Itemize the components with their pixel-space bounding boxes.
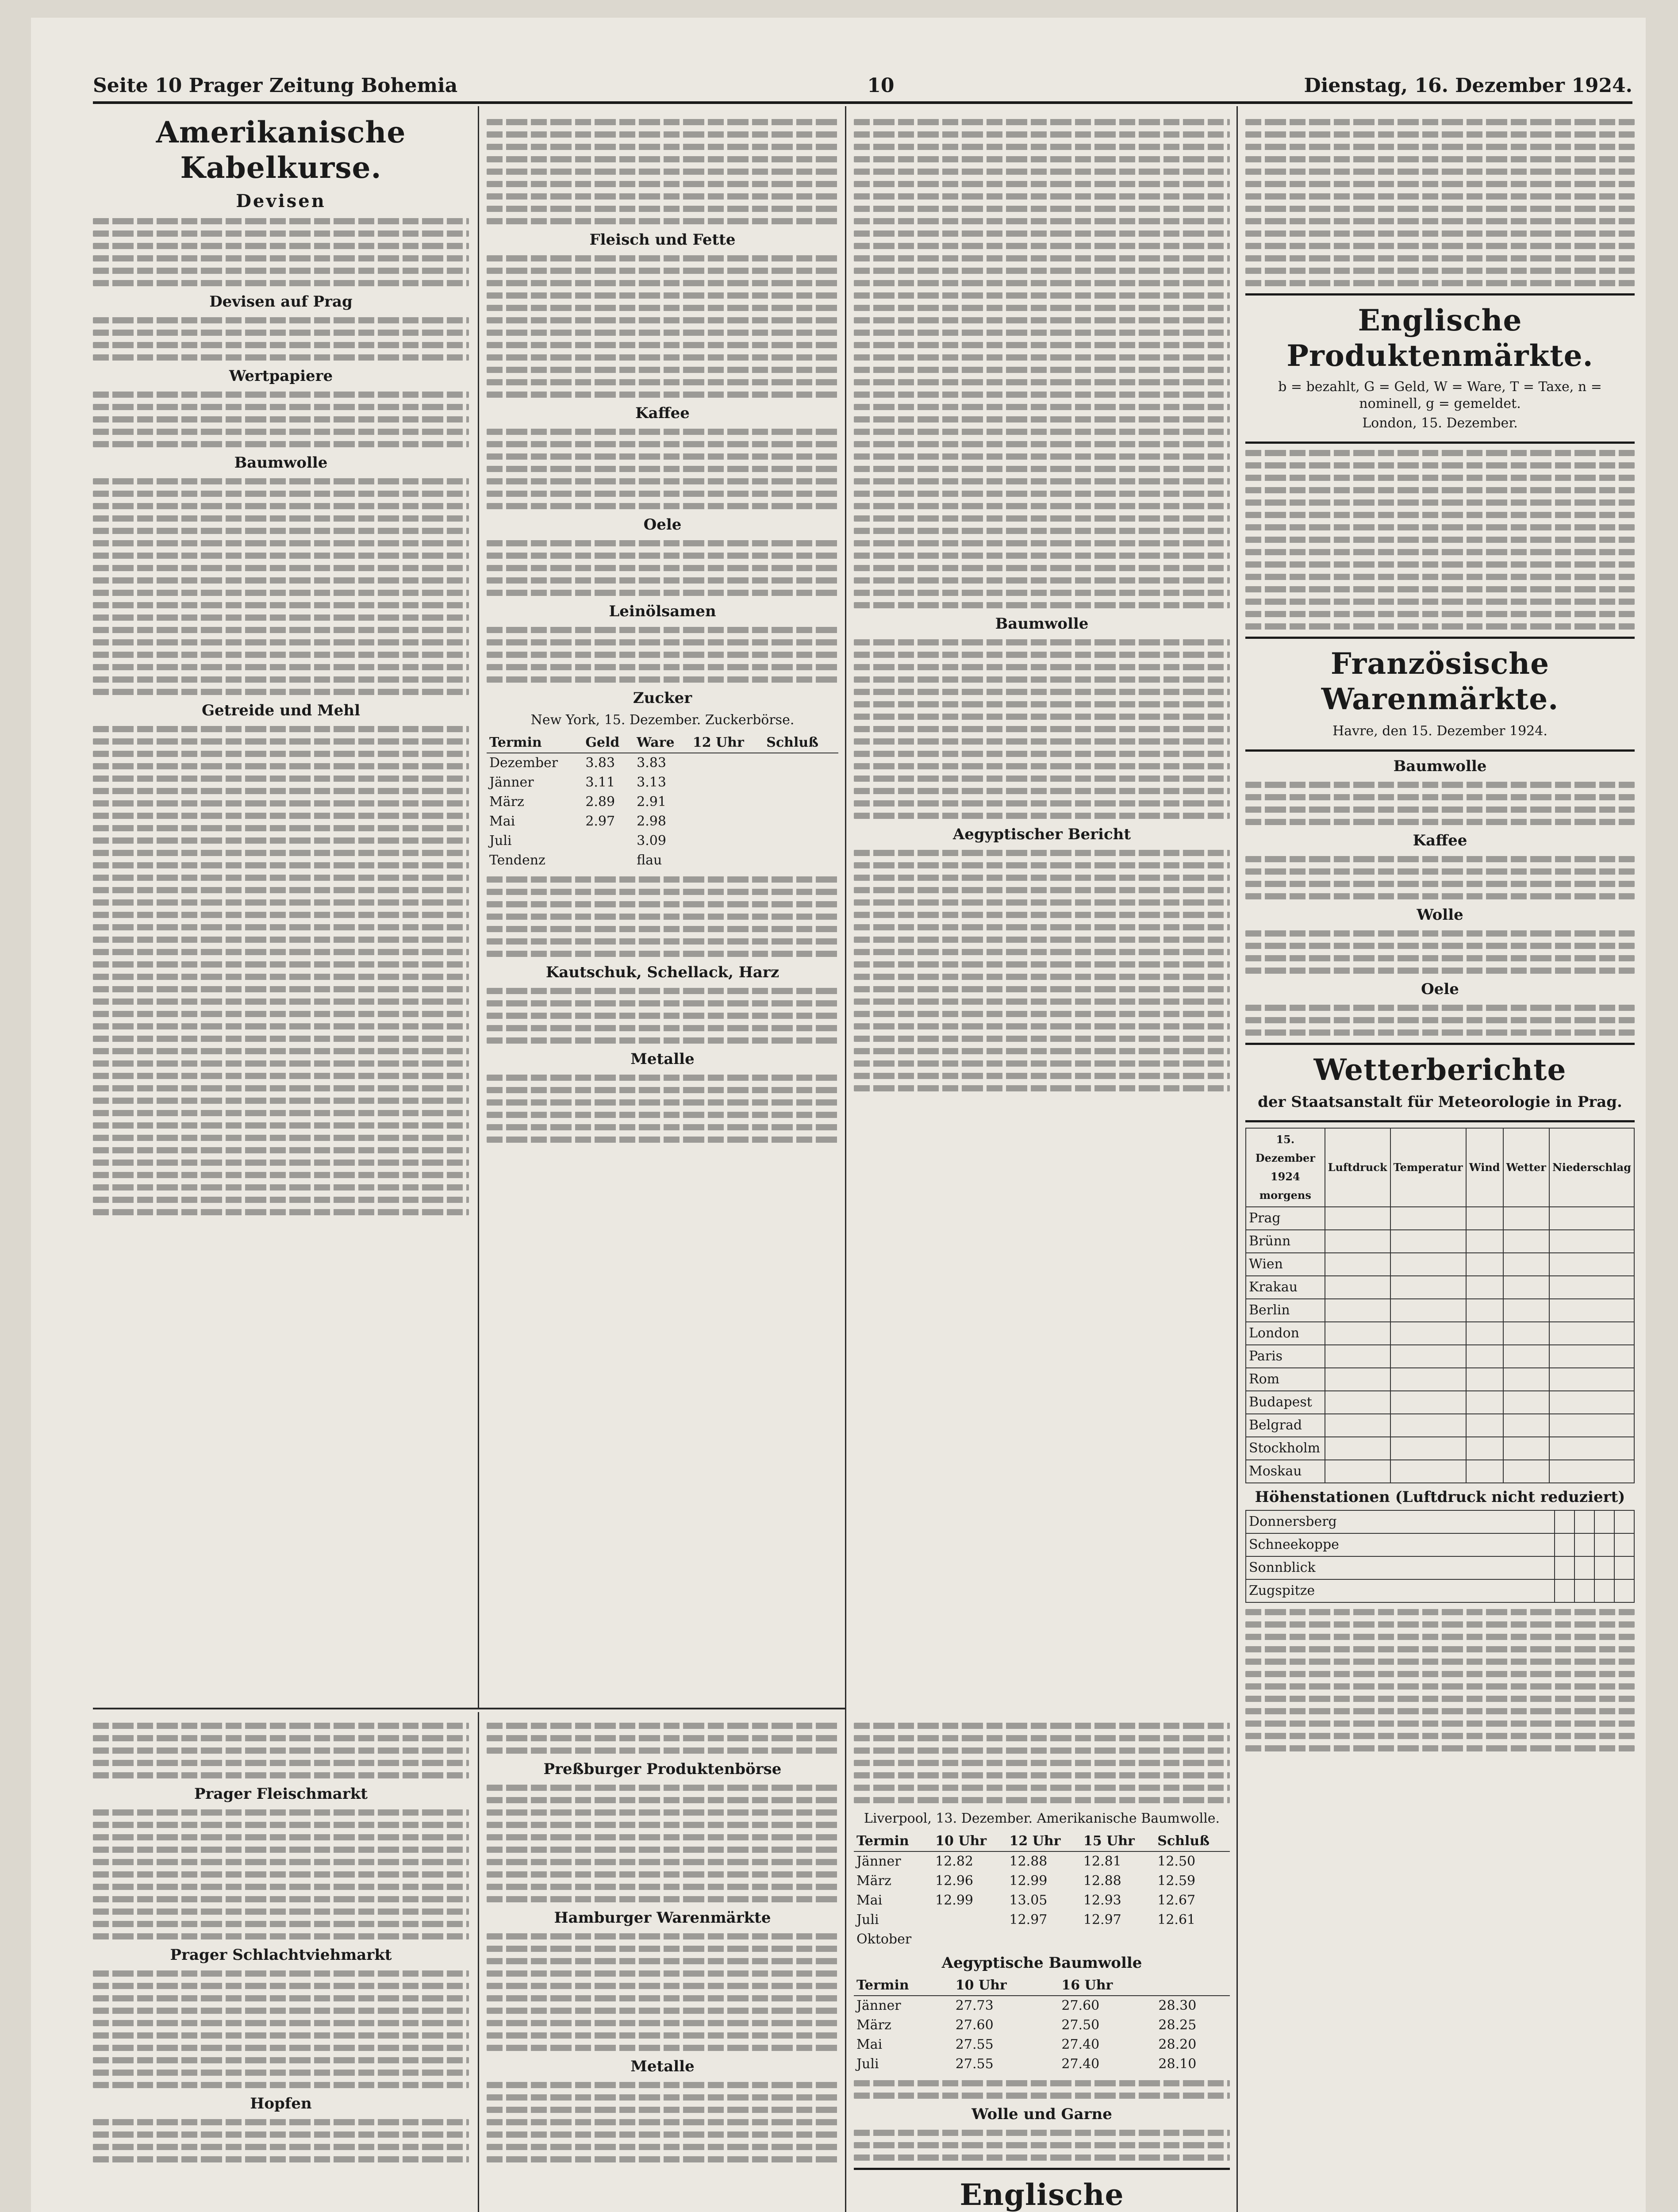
weather-cell [1325, 1345, 1390, 1368]
column-rule [845, 106, 846, 2212]
elevation-station: Zugspitze [1246, 1579, 1555, 1602]
weather-cell [1390, 1276, 1466, 1299]
section-title: Fleisch und Fette [589, 231, 736, 249]
table-row [854, 1871, 1230, 1891]
weather-cell [1549, 1414, 1634, 1437]
weather-cell [1325, 1276, 1390, 1299]
elevation-row [1246, 1556, 1634, 1579]
section-title: Leinölsamen [609, 603, 716, 620]
headline-english-goods: Englische [960, 2177, 1124, 2212]
table-row [487, 851, 838, 870]
elevation-cell [1555, 1556, 1574, 1579]
table-cell [764, 831, 838, 851]
weather-cell [1549, 1230, 1634, 1253]
weather-row [1246, 1391, 1634, 1414]
section-title: Devisen auf Prag [209, 293, 353, 311]
elevation-cell [1614, 1533, 1634, 1556]
table-cell: Juli [489, 833, 512, 849]
table-cell [1050, 1996, 1059, 2016]
weather-cell [1390, 1322, 1466, 1345]
table-cell: Mai [856, 1893, 883, 1908]
table-cell: 27.73 [955, 1998, 994, 2013]
weather-cell [1503, 1322, 1549, 1345]
weather-cell [1503, 1253, 1549, 1276]
table-row [854, 1930, 1230, 1949]
weather-cell [1325, 1207, 1390, 1230]
weather-subtitle: der Staatsanstalt für Meteorologie in Prag. [1258, 1093, 1622, 1111]
weather-cell [1466, 1437, 1503, 1460]
liverpool-table-header: Liverpool, 13. Dezember. Amerikanische Baumwolle. [864, 1811, 1220, 1826]
section-title: Baumwolle [1393, 757, 1487, 775]
weather-cell [1466, 1230, 1503, 1253]
weather-station: Prag [1246, 1207, 1325, 1230]
weather-station: London [1246, 1322, 1325, 1345]
table-row [487, 831, 838, 851]
table-cell: 28.20 [1158, 2037, 1197, 2052]
table-header-cell: Schluß [764, 733, 838, 753]
weather-cell [1503, 1368, 1549, 1391]
table-header-cell: Geld [583, 733, 634, 753]
weather-cell [1549, 1391, 1634, 1414]
weather-station: Rom [1246, 1368, 1325, 1391]
table-cell [764, 773, 838, 792]
weather-cell [1325, 1299, 1390, 1322]
table-cell [1050, 2035, 1059, 2055]
weather-cell [1466, 1322, 1503, 1345]
weather-cell [1325, 1391, 1390, 1414]
elevation-row [1246, 1510, 1634, 1533]
table-cell: Juli [856, 1912, 879, 1928]
weather-station: Brünn [1246, 1230, 1325, 1253]
table-cell: 13.05 [1009, 1893, 1048, 1908]
page-number: 10 [867, 74, 895, 97]
weather-row [1246, 1299, 1634, 1322]
section-title: Baumwolle [234, 454, 328, 472]
weather-row [1246, 1368, 1634, 1391]
column-bratislava-hamburg [487, 1717, 838, 2212]
running-head [93, 64, 1632, 104]
table-cell: 28.10 [1158, 2056, 1197, 2072]
column-cotton [854, 113, 1230, 1701]
table-row [854, 2016, 1230, 2035]
headline-weather: Wetterberichte [1313, 1052, 1567, 1087]
headline-french-markets: Französische Warenmärkte. [1321, 646, 1559, 716]
table-cell [764, 753, 838, 773]
weather-cell [1390, 1207, 1466, 1230]
weather-cell [1466, 1276, 1503, 1299]
running-head-left: Seite 10 Prager Zeitung Bohemia [93, 74, 458, 97]
table-cell: 3.83 [585, 755, 615, 771]
weather-date-header: 15. Dezember 1924 morgens [1246, 1128, 1325, 1207]
weather-cell [1390, 1460, 1466, 1483]
elevation-row [1246, 1533, 1634, 1556]
table-cell: 12.59 [1157, 1873, 1196, 1889]
elevation-cell [1614, 1579, 1634, 1602]
elevation-cell [1574, 1510, 1594, 1533]
table-cell: 12.81 [1083, 1854, 1121, 1869]
elevation-cell [1594, 1510, 1614, 1533]
column-prague-markets [93, 1717, 469, 2212]
section-title: Hopfen [250, 2095, 312, 2112]
elevation-cell [1594, 1556, 1614, 1579]
liverpool-table [854, 1832, 1230, 1949]
weather-row [1246, 1414, 1634, 1437]
weather-cell [1503, 1391, 1549, 1414]
table-cell: März [489, 794, 524, 810]
table-row [487, 753, 838, 773]
weather-cell [1503, 1276, 1549, 1299]
table-cell: 12.61 [1157, 1912, 1196, 1928]
table-header-cell: 16 Uhr [1059, 1976, 1156, 1996]
table-row [854, 1891, 1230, 1910]
table-header-cell: Schluß [1155, 1832, 1230, 1851]
weather-cell [1549, 1345, 1634, 1368]
elevation-title: Höhenstationen (Luftdruck nicht reduziert) [1255, 1488, 1625, 1506]
table-header-cell: Termin [854, 1832, 933, 1851]
table-cell: Mai [489, 814, 515, 829]
table-cell: 12.97 [1009, 1912, 1048, 1928]
weather-cell [1466, 1207, 1503, 1230]
weather-cell [1549, 1276, 1634, 1299]
section-title: Devisen [236, 191, 326, 211]
table-cell: 12.67 [1157, 1893, 1196, 1908]
headline-english-produce: Englische Produktenmärkte. [1286, 303, 1594, 373]
table-cell [764, 851, 838, 870]
sugar-table [487, 733, 838, 870]
weather-cell [1503, 1345, 1549, 1368]
section-title: Aegyptischer Bericht [952, 826, 1131, 843]
section-title: Metalle [630, 2058, 695, 2075]
table-row [487, 792, 838, 812]
table-cell: 2.91 [637, 794, 666, 810]
table-cell: 12.88 [1009, 1854, 1048, 1869]
table-header-cell [1050, 1976, 1059, 1996]
table-header-cell: 12 Uhr [690, 733, 764, 753]
section-title: Aegyptische Baumwolle [941, 1954, 1142, 1972]
running-head-date: Dienstag, 16. Dezember 1924. [1304, 74, 1632, 97]
elevation-cell [1614, 1556, 1634, 1579]
table-cell: 12.82 [935, 1854, 974, 1869]
weather-cell [1390, 1345, 1466, 1368]
weather-cell [1325, 1230, 1390, 1253]
weather-row [1246, 1460, 1634, 1483]
weather-row [1246, 1230, 1634, 1253]
table-cell: 27.55 [955, 2056, 994, 2072]
table-header-cell: 12 Uhr [1007, 1832, 1081, 1851]
table-cell: 12.96 [935, 1873, 974, 1889]
weather-cell [1390, 1253, 1466, 1276]
table-cell [933, 1910, 1006, 1930]
egypt-table [854, 1976, 1230, 2074]
weather-cell [1503, 1414, 1549, 1437]
column-markets-weather [1245, 113, 1635, 2212]
weather-column-header: Luftdruck [1325, 1128, 1390, 1207]
table-cell [690, 773, 764, 792]
weather-row [1246, 1276, 1634, 1299]
weather-cell [1549, 1322, 1634, 1345]
weather-cell [1325, 1322, 1390, 1345]
weather-cell [1325, 1368, 1390, 1391]
table-row [854, 1910, 1230, 1930]
table-cell: 3.83 [637, 755, 666, 771]
weather-cell [1466, 1391, 1503, 1414]
weather-cell [1549, 1253, 1634, 1276]
table-cell: Juli [856, 2056, 879, 2072]
legend: b = bezahlt, G = Geld, W = Ware, T = Taxe, n = nominell, g = gemeldet. [1278, 379, 1602, 411]
section-title: Oele [1421, 980, 1459, 998]
table-cell: 12.97 [1083, 1912, 1121, 1928]
table-cell [764, 792, 838, 812]
table-cell [583, 851, 634, 870]
table-cell [1050, 2055, 1059, 2074]
weather-cell [1503, 1299, 1549, 1322]
weather-cell [1325, 1253, 1390, 1276]
section-title: Oele [643, 516, 682, 534]
table-cell: 2.97 [585, 814, 615, 829]
section-title: Kautschuk, Schellack, Harz [545, 964, 779, 981]
table-cell: 12.99 [935, 1893, 974, 1908]
table-row [487, 773, 838, 792]
section-title: Hamburger Warenmärkte [554, 1909, 771, 1927]
table-cell: 12.50 [1157, 1854, 1196, 1869]
elevation-cell [1555, 1533, 1574, 1556]
section-title: Getreide und Mehl [201, 702, 361, 719]
table-header-cell: 10 Uhr [953, 1976, 1050, 1996]
table-cell [1007, 1930, 1081, 1949]
table-cell: Jänner [856, 1998, 901, 2013]
table-cell [583, 831, 634, 851]
column-rule [1236, 106, 1238, 2212]
table-cell: 27.60 [955, 2017, 994, 2033]
table-cell: 2.89 [585, 794, 615, 810]
weather-cell [1390, 1391, 1466, 1414]
section-title: Kaffee [1413, 832, 1467, 849]
section-title: Wolle [1417, 906, 1463, 924]
weather-cell [1549, 1299, 1634, 1322]
weather-cell [1466, 1253, 1503, 1276]
section-title: Baumwolle [995, 615, 1089, 633]
table-cell: 3.11 [585, 775, 615, 790]
column-american-cables [93, 113, 469, 1701]
elevation-cell [1574, 1533, 1594, 1556]
table-cell: 12.88 [1083, 1873, 1121, 1889]
elevation-station: Sonnblick [1246, 1556, 1555, 1579]
table-cell: Dezember [489, 755, 558, 771]
elevation-table [1245, 1510, 1635, 1603]
table-header-cell: 15 Uhr [1081, 1832, 1155, 1851]
elevation-cell [1614, 1510, 1634, 1533]
dateline: London, 15. Dezember. [1362, 415, 1518, 431]
table-cell: 12.93 [1083, 1893, 1121, 1908]
weather-cell [1503, 1437, 1549, 1460]
weather-cell [1390, 1437, 1466, 1460]
weather-row [1246, 1345, 1634, 1368]
weather-cell [1466, 1299, 1503, 1322]
column-commodities [487, 113, 838, 1701]
table-cell [690, 812, 764, 831]
weather-cell [1503, 1230, 1549, 1253]
weather-row [1246, 1253, 1634, 1276]
section-title: Zucker [633, 689, 692, 707]
elevation-cell [1574, 1556, 1594, 1579]
table-cell [764, 812, 838, 831]
table-cell: 27.40 [1061, 2037, 1100, 2052]
table-cell: 3.13 [637, 775, 666, 790]
weather-row [1246, 1437, 1634, 1460]
weather-station: Budapest [1246, 1391, 1325, 1414]
table-cell: 27.55 [955, 2037, 994, 2052]
section-title: Kaffee [635, 404, 690, 422]
newspaper-page [31, 18, 1646, 2212]
elevation-cell [1574, 1579, 1594, 1602]
weather-row [1246, 1207, 1634, 1230]
weather-cell [1549, 1437, 1634, 1460]
table-cell: 27.60 [1061, 1998, 1100, 2013]
section-title: Prager Schlachtviehmarkt [170, 1946, 392, 1964]
table-cell [1155, 1930, 1230, 1949]
weather-station: Moskau [1246, 1460, 1325, 1483]
weather-column-header: Wetter [1503, 1128, 1549, 1207]
section-title: Wertpapiere [229, 367, 333, 385]
section-title: Metalle [630, 1050, 695, 1068]
weather-cell [1466, 1368, 1503, 1391]
weather-row [1246, 1322, 1634, 1345]
elevation-station: Donnersberg [1246, 1510, 1555, 1533]
weather-cell [1466, 1414, 1503, 1437]
table-cell: flau [637, 853, 662, 868]
table-row [487, 812, 838, 831]
elevation-cell [1594, 1533, 1614, 1556]
table-cell: 27.50 [1061, 2017, 1100, 2033]
table-cell: Jänner [856, 1854, 901, 1869]
table-cell: Mai [856, 2037, 883, 2052]
table-cell: Jänner [489, 775, 534, 790]
weather-cell [1503, 1207, 1549, 1230]
elevation-station: Schneekoppe [1246, 1533, 1555, 1556]
table-header-cell: 10 Uhr [933, 1832, 1006, 1851]
weather-cell [1325, 1460, 1390, 1483]
section-title: Preßburger Produktenbörse [543, 1760, 782, 1778]
weather-cell [1466, 1345, 1503, 1368]
column-rule [478, 106, 479, 1708]
elevation-cell [1594, 1579, 1614, 1602]
table-cell [690, 851, 764, 870]
weather-cell [1549, 1207, 1634, 1230]
weather-station: Wien [1246, 1253, 1325, 1276]
table-row [854, 1851, 1230, 1871]
section-title: Prager Fleischmarkt [194, 1785, 368, 1803]
weather-cell [1390, 1414, 1466, 1437]
table-header-cell: Termin [854, 1976, 953, 1996]
table-row [854, 1996, 1230, 2016]
table-cell [1050, 2016, 1059, 2035]
weather-column-header: Niederschlag [1549, 1128, 1634, 1207]
table-cell [933, 1930, 1006, 1949]
weather-cell [1325, 1437, 1390, 1460]
weather-cell [1503, 1460, 1549, 1483]
weather-station: Krakau [1246, 1276, 1325, 1299]
weather-column-header: Wind [1466, 1128, 1503, 1207]
column-liverpool [854, 1717, 1230, 2212]
weather-station: Stockholm [1246, 1437, 1325, 1460]
elevation-row [1246, 1579, 1634, 1602]
weather-cell [1549, 1368, 1634, 1391]
table-cell: 28.25 [1158, 2017, 1197, 2033]
table-header-cell: Ware [634, 733, 690, 753]
dateline: Havre, den 15. Dezember 1924. [1332, 723, 1547, 739]
table-cell: 2.98 [637, 814, 666, 829]
table-row [854, 2035, 1230, 2055]
column-rule [478, 1712, 479, 2212]
table-cell: Oktober [856, 1932, 912, 1947]
weather-table [1245, 1128, 1635, 1483]
table-cell [1081, 1930, 1155, 1949]
table-cell: 3.09 [637, 833, 666, 849]
elevation-cell [1555, 1510, 1574, 1533]
table-cell: 27.40 [1061, 2056, 1100, 2072]
table-cell: 28.30 [1158, 1998, 1197, 2013]
weather-cell [1549, 1460, 1634, 1483]
table-cell [690, 831, 764, 851]
elevation-cell [1555, 1579, 1574, 1602]
table-cell: März [856, 1873, 891, 1889]
weather-cell [1390, 1230, 1466, 1253]
section-title: Wolle und Garne [971, 2105, 1112, 2123]
weather-column-header: Temperatur [1390, 1128, 1466, 1207]
weather-cell [1390, 1368, 1466, 1391]
weather-cell [1466, 1460, 1503, 1483]
table-header-cell: Termin [487, 733, 583, 753]
table-cell [690, 792, 764, 812]
table-cell: März [856, 2017, 891, 2033]
section-rule [93, 1708, 845, 1709]
table-cell: Tendenz [489, 853, 545, 868]
table-header-cell [1156, 1976, 1230, 1996]
table-cell [690, 753, 764, 773]
headline-american-cables: Amerikanische Kabelkurse. [156, 115, 406, 185]
table-cell: 12.99 [1009, 1873, 1048, 1889]
weather-station: Berlin [1246, 1299, 1325, 1322]
sugar-table-header: New York, 15. Dezember. Zuckerbörse. [530, 712, 795, 728]
table-row [854, 2055, 1230, 2074]
weather-station: Paris [1246, 1345, 1325, 1368]
weather-cell [1325, 1414, 1390, 1437]
weather-station: Belgrad [1246, 1414, 1325, 1437]
weather-cell [1390, 1299, 1466, 1322]
